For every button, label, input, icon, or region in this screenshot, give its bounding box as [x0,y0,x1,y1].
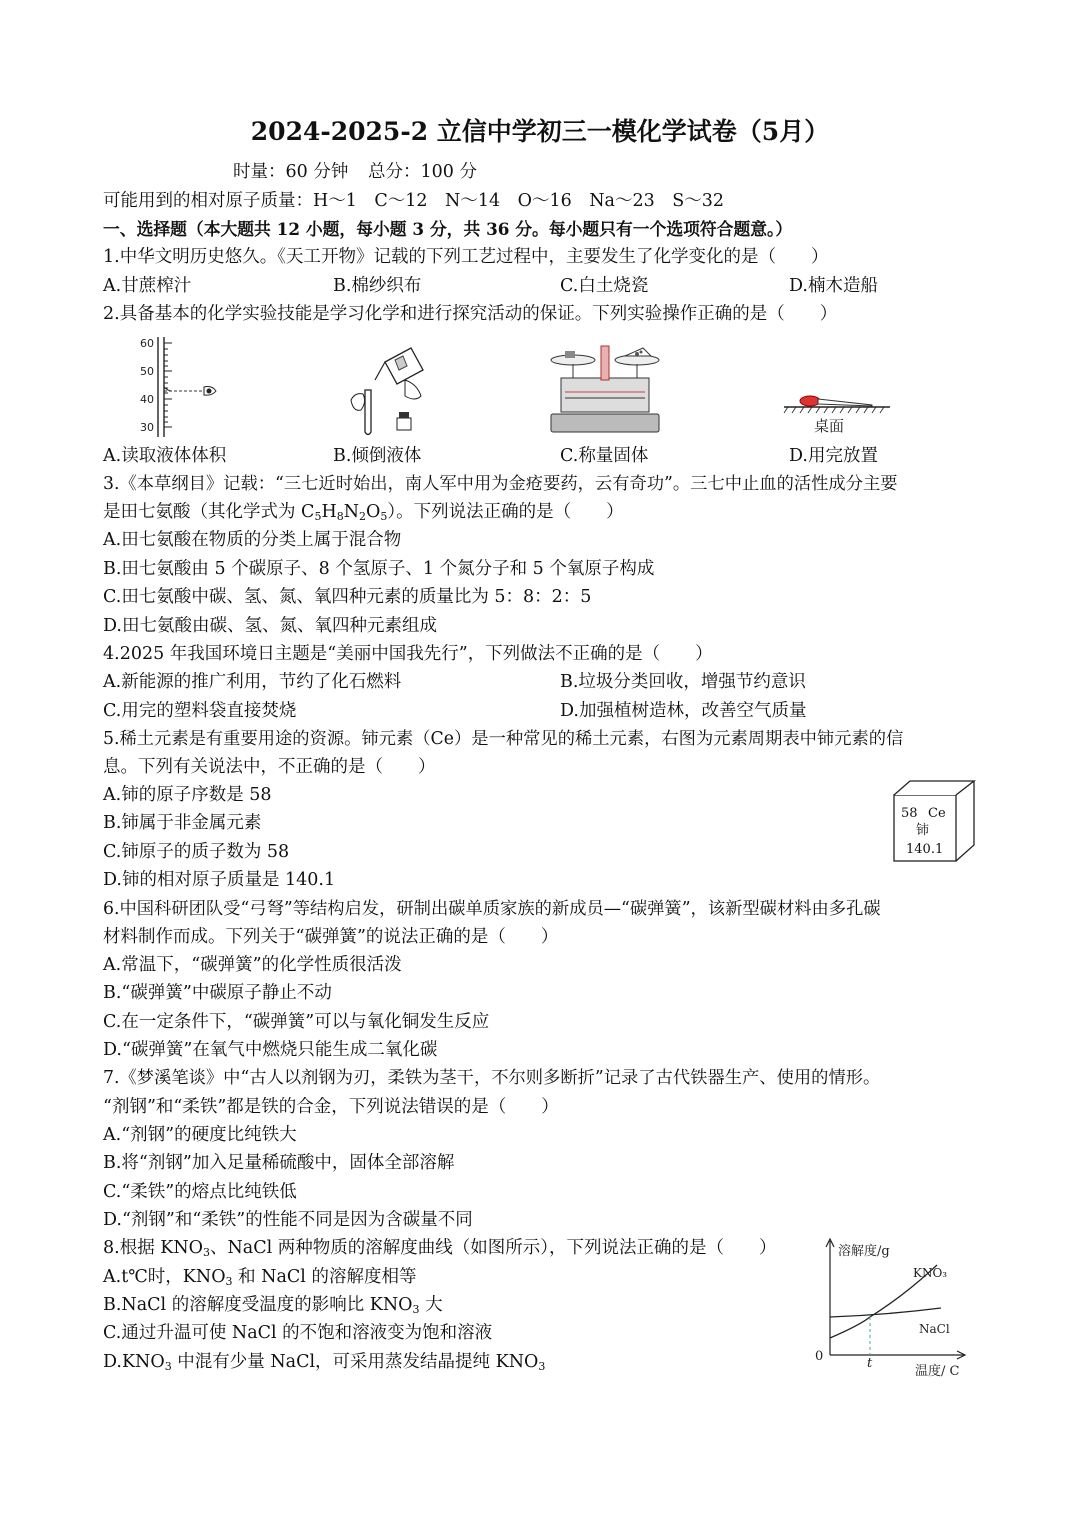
exam-total-score: 总分：100 分 [368,162,477,182]
q4-option-d: D.加强植树造林，改善空气质量 [560,701,807,721]
q5-option-a: A.铈的原子序数是 58 [103,785,272,805]
q8-option-d: $D.KNO_3$ 中混有少量 NaCl，可采用蒸发结晶提纯 $KNO_3$ [103,1352,546,1373]
q7-option-b: B.将“剂钢”加入足量稀硫酸中，固体全部溶解 [103,1153,455,1173]
q1-option-d: D.楠木造船 [789,276,878,296]
q8-option-b: B.NaCl 的溶解度受温度的影响比 $KNO_3$ 大 [103,1295,443,1316]
exam-time: 时量：60 分钟 [233,162,349,182]
q7-option-a: A.“剂钢”的硬度比纯铁大 [103,1125,297,1145]
q7-option-c: C.“柔铁”的熔点比纯铁低 [103,1182,297,1202]
cylinder-tick-40: 40 [140,393,154,406]
q6-option-d: D.“碳弹簧”在氧气中燃烧只能生成二氧化碳 [103,1040,438,1060]
q2-option-c: C.称量固体 [560,446,649,466]
balance-weighing-figure [545,342,665,438]
q4-option-a: A.新能源的推广利用，节约了化石燃料 [103,672,402,692]
q7-option-d: D.“剂钢”和“柔铁”的性能不同是因为含碳量不同 [103,1210,473,1230]
q2-option-a: A.读取液体体积 [103,446,227,466]
dropper-on-desk-figure [780,385,895,437]
q8-option-c: C.通过升温可使 NaCl 的不饱和溶液变为饱和溶液 [103,1323,493,1343]
solubility-curve-figure [805,1235,980,1380]
q8-option-a: A.t℃时，$KNO_3$ 和 NaCl 的溶解度相等 [103,1267,417,1288]
kno3-label: KNO₃ [913,1266,948,1280]
q1-option-c: C.白土烧瓷 [560,276,649,296]
cylinder-tick-50: 50 [140,365,154,378]
q7-stem-line2: “剂钢”和“柔铁”都是铁的合金，下列说法错误的是（ ） [103,1097,559,1117]
q3-option-d: D.田七氨酸由碳、氢、氮、氧四种元素组成 [103,616,437,636]
cerium-element-card [890,775,980,865]
atomic-masses: 可能用到的相对原子质量：H～1 C～12 N～14 O～16 Na～23 S～32 [103,191,725,211]
q8-stem: 8.根据 $KNO_3$、NaCl 两种物质的溶解度曲线（如图所示），下列说法正确的是（ ） [103,1238,777,1259]
pouring-liquid-figure [345,340,445,440]
q4-stem: 4.2025 年我国环境日主题是“美丽中国我先行”，下列做法不正确的是（ ） [103,644,713,664]
q2-stem: 2.具备基本的化学实验技能是学习化学和进行探究活动的保证。下列实验操作正确的是（ ） [103,304,838,324]
element-atomic-number: 58 [901,806,918,821]
chart-origin: 0 [815,1349,824,1364]
page-title: 2024-2025-2 立信中学初三一模化学试卷（5月） [250,117,830,146]
cylinder-reading-figure [128,333,228,441]
nacl-curve [830,1308,941,1317]
element-symbol: Ce [928,806,946,821]
q6-option-c: C.在一定条件下，“碳弹簧”可以与氧化铜发生反应 [103,1012,490,1032]
q2-option-b: B.倾倒液体 [333,446,422,466]
chart-xlabel: 温度/ C [915,1364,960,1379]
desk-label: 桌面 [814,417,845,435]
q6-option-a: A.常温下，“碳弹簧”的化学性质很活泼 [103,955,402,975]
element-name: 铈 [916,823,930,838]
q1-option-b: B.棉纱织布 [333,276,422,296]
q7-stem-line1: 7.《梦溪笔谈》中“古人以剂钢为刃，柔铁为茎干，不尔则多断折”记录了古代铁器生产、使用的情形。 [103,1068,881,1088]
q3-stem-line2: 是田七氨酸（其化学式为 $C_5H_8N_2O_5$）。下列说法正确的是（ ） [103,502,624,523]
q5-stem-line1: 5.稀土元素是有重要用途的资源。铈元素（Ce）是一种常见的稀土元素，右图为元素周期表中铈元素的信 [103,729,904,749]
chart-t-label: t [867,1356,873,1371]
q2-option-d: D.用完放置 [789,446,878,466]
cylinder-tick-60: 60 [140,337,154,350]
q6-stem-line1: 6.中国科研团队受“弓弩”等结构启发，研制出碳单质家族的新成员—“碳弹簧”，该新型碳材料由多孔碳 [103,899,881,919]
q5-option-c: C.铈原子的质子数为 58 [103,842,290,862]
q1-option-a: A.甘蔗榨汁 [103,276,192,296]
q3-stem-line1: 3.《本草纲目》记载：“三七近时始出，南人军中用为金疮要药，云有奇功”。三七中止血的活性成分主要 [103,474,898,494]
q3-option-a: A.田七氨酸在物质的分类上属于混合物 [103,530,402,550]
cylinder-tick-30: 30 [140,421,154,434]
q1-stem: 1.中华文明历史悠久。《天工开物》记载的下列工艺过程中，主要发生了化学变化的是（ ） [103,247,829,267]
element-atomic-mass: 140.1 [906,842,944,857]
q6-option-b: B.“碳弹簧”中碳原子静止不动 [103,983,332,1003]
q5-stem-line2: 息。下列有关说法中，不正确的是（ ） [103,757,436,777]
q4-option-b: B.垃圾分类回收，增强节约意识 [560,672,806,692]
section-heading: 一、选择题（本大题共 12 小题，每小题 3 分，共 36 分。每小题只有一个选项符合题意。） [103,219,793,239]
nacl-label: NaCl [919,1322,950,1336]
chart-ylabel: 溶解度/g [838,1244,890,1259]
q5-option-b: B.铈属于非金属元素 [103,813,262,833]
q3-option-c: C.田七氨酸中碳、氢、氮、氧四种元素的质量比为 5：8：2：5 [103,587,592,607]
q6-stem-line2: 材料制作而成。下列关于“碳弹簧”的说法正确的是（ ） [103,927,559,947]
q5-option-d: D.铈的相对原子质量是 140.1 [103,870,336,890]
q4-option-c: C.用完的塑料袋直接焚烧 [103,701,297,721]
q3-option-b: B.田七氨酸由 5 个碳原子、8 个氢原子、1 个氮分子和 5 个氧原子构成 [103,559,655,579]
